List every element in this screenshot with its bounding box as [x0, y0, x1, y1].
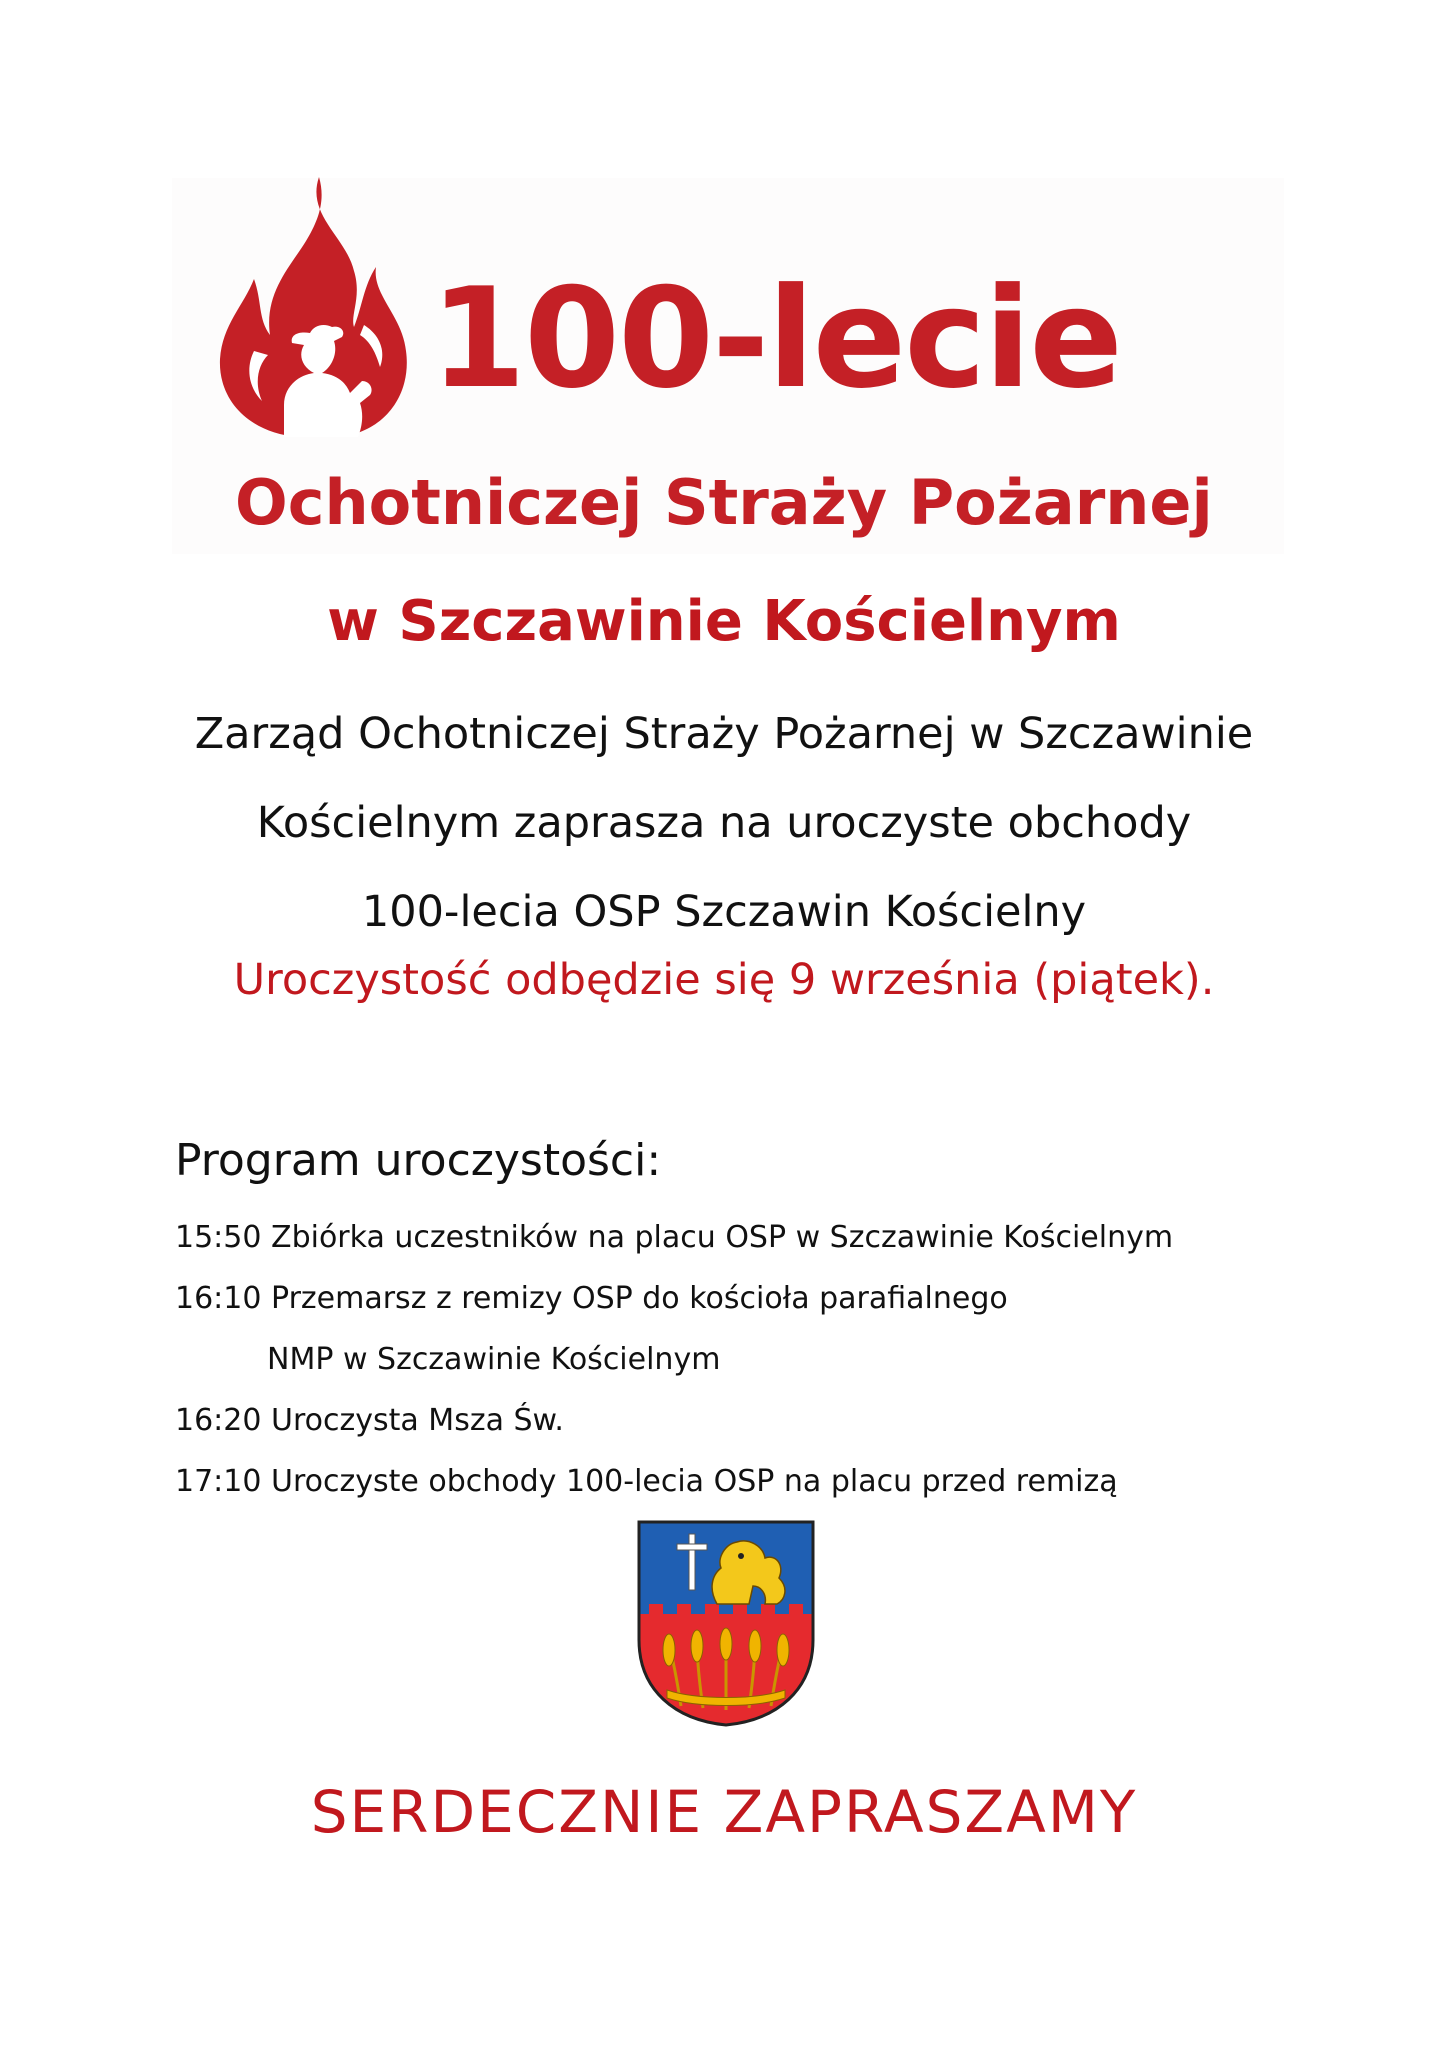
program-heading: Program uroczystości:: [175, 1135, 662, 1186]
invitation-line: 100-lecia OSP Szczawin Kościelny: [361, 887, 1087, 937]
program-list: [175, 1218, 1325, 1523]
anniversary-title: 100-lecie: [430, 258, 1121, 419]
program-text: Przemarsz z remizy OSP do kościoła parafialnego: [271, 1281, 1008, 1316]
program-text: Uroczyste obchody 100-lecia OSP na placu przed remizą: [271, 1464, 1118, 1499]
organization-title: Ochotniczej Straży Pożarnej: [235, 466, 1213, 539]
program-item: [175, 1279, 1325, 1340]
invitation-line: Zarząd Ochotniczej Straży Pożarnej w Szczawinie: [194, 709, 1254, 759]
program-item: [175, 1462, 1325, 1523]
closing-text: SERDECZNIE ZAPRASZAMY: [310, 1778, 1138, 1846]
coat-of-arms-icon: [637, 1520, 815, 1727]
invitation-line: Kościelnym zaprasza na uroczyste obchody: [256, 798, 1192, 848]
program-time: 15:50: [175, 1220, 262, 1255]
program-item: [175, 1218, 1325, 1279]
invitation-text: [0, 690, 1448, 957]
program-text: Uroczysta Msza Św.: [271, 1403, 564, 1438]
program-time: 16:20: [175, 1403, 262, 1438]
event-date: Uroczystość odbędzie się 9 września (piątek).: [233, 955, 1215, 1005]
program-time: 16:10: [175, 1281, 262, 1316]
flame-firefighter-icon: [214, 175, 414, 440]
program-item-continuation: NMP w Szczawinie Kościelnym: [267, 1342, 721, 1377]
program-time: 17:10: [175, 1464, 262, 1499]
place-heading: w Szczawinie Kościelnym: [327, 589, 1121, 654]
program-item: [175, 1401, 1325, 1462]
program-text: Zbiórka uczestników na placu OSP w Szczawinie Kościelnym: [271, 1220, 1174, 1255]
